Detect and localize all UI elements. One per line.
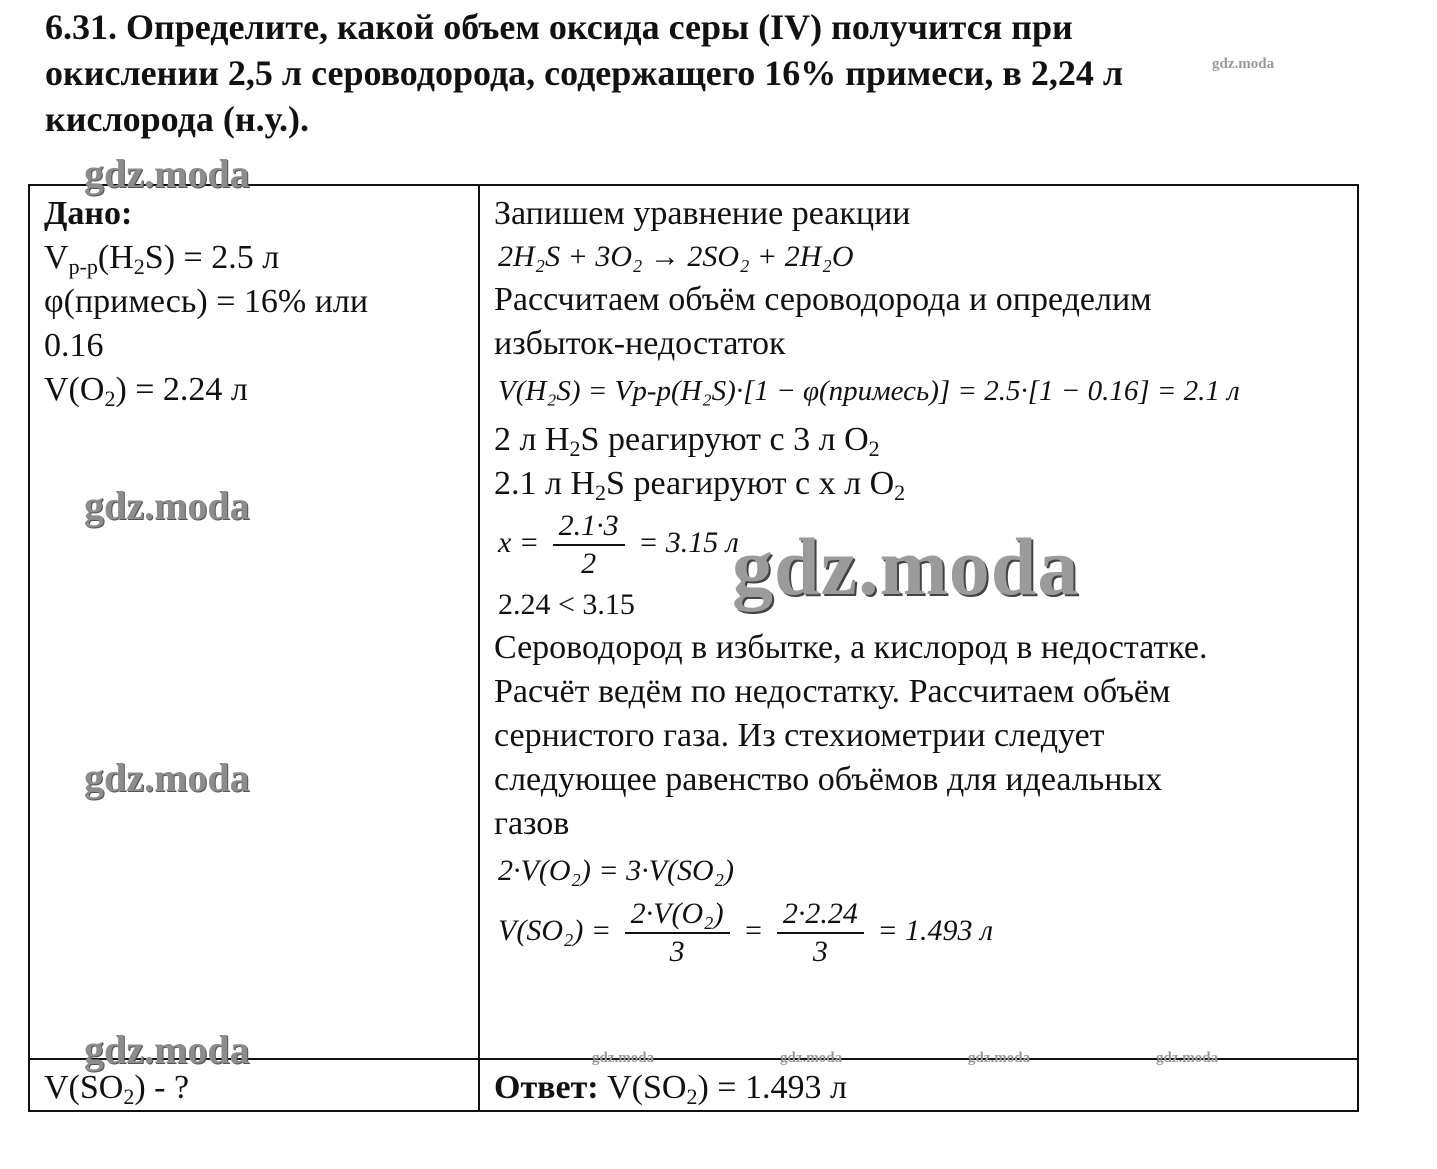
solution-cell bbox=[479, 185, 1358, 1059]
watermark: gdz.moda bbox=[84, 1027, 250, 1072]
step-2-text-1: Рассчитаем объём сероводорода и определим bbox=[494, 281, 1152, 318]
solution-table bbox=[28, 184, 1359, 1112]
given-cell bbox=[29, 185, 479, 1059]
step-1-text: Запишем уравнение реакции bbox=[494, 195, 911, 232]
step-2-text-2: избыток-недостаток bbox=[494, 325, 786, 362]
watermark: gdz.moda bbox=[780, 1050, 843, 1066]
problem-line-2: окислении 2,5 л сероводорода, содержащего 16% примеси, в 2,24 л bbox=[45, 53, 1124, 93]
ratio-line-2: 2.1 л $H_2S$ реагируют с x л $O_2$ bbox=[494, 465, 906, 505]
answer-label: Ответ: bbox=[494, 1069, 599, 1106]
watermark: gdz.moda bbox=[84, 483, 250, 528]
watermark: gdz.moda bbox=[84, 151, 250, 196]
given-volume-o2: $V(O_2) = 2.24$ л bbox=[44, 371, 248, 411]
given-heading: Дано: bbox=[44, 195, 133, 232]
watermark: gdz.moda bbox=[732, 521, 1080, 612]
h2s-volume-formula: V(H₂S) = Vр-р(H₂S)·[1 − φ(примесь)] = 2.5·[1 − 0.16] = 2.1 л bbox=[498, 375, 1240, 407]
comparison: 2.24 < 3.15 bbox=[498, 588, 635, 621]
ratio-line-1: 2 л $H_2S$ реагируют с 3 л $O_2$ bbox=[494, 421, 880, 461]
watermark: gdz.moda bbox=[1212, 56, 1275, 72]
given-volume-h2s: $V_{р-р}(H_2S) = 2.5$ л bbox=[44, 239, 280, 279]
conclusion-text: Сероводород в избытке, а кислород в недостатке. Расчёт ведём по недостатку. Рассчитаем объём сернистого газа. Из стехиометрии следует следующее равенство объёмов для идеальных газов bbox=[494, 629, 1208, 842]
find-value: $V(SO_2)$ - ? bbox=[44, 1069, 190, 1109]
so2-volume-calculation: V(SO₂) = $\frac{\text{2·V(O₂)}}{3}$ = $\frac{2\cdot 2.24}{3}$ = 1.493 л bbox=[498, 897, 994, 968]
stoichiometry-equation: 2·V(O₂) = 3·V(SO₂) bbox=[498, 854, 735, 887]
x-calculation: x = $\frac{2.1\cdot 3}{2}$ = 3.15 л bbox=[498, 509, 739, 580]
watermark: gdz.moda bbox=[968, 1050, 1031, 1066]
problem-statement bbox=[45, 4, 1345, 142]
watermark: gdz.moda bbox=[1156, 1050, 1219, 1066]
given-impurity: φ(примесь) = 16% или bbox=[44, 283, 369, 320]
given-impurity-fraction: 0.16 bbox=[44, 327, 104, 364]
answer-value: $V(SO_2) = 1.493$ л bbox=[607, 1069, 847, 1109]
watermark: gdz.moda bbox=[84, 755, 250, 800]
reaction-equation: 2H₂S + 3O₂ → 2SO₂ + 2H₂O bbox=[498, 240, 854, 273]
watermark: gdz.moda bbox=[592, 1050, 655, 1066]
problem-line-3: кислорода (н.у.). bbox=[45, 99, 309, 139]
solution-row bbox=[29, 185, 1358, 1059]
problem-line-1: 6.31. Определите, какой объем оксида серы (IV) получится при bbox=[45, 7, 1073, 47]
